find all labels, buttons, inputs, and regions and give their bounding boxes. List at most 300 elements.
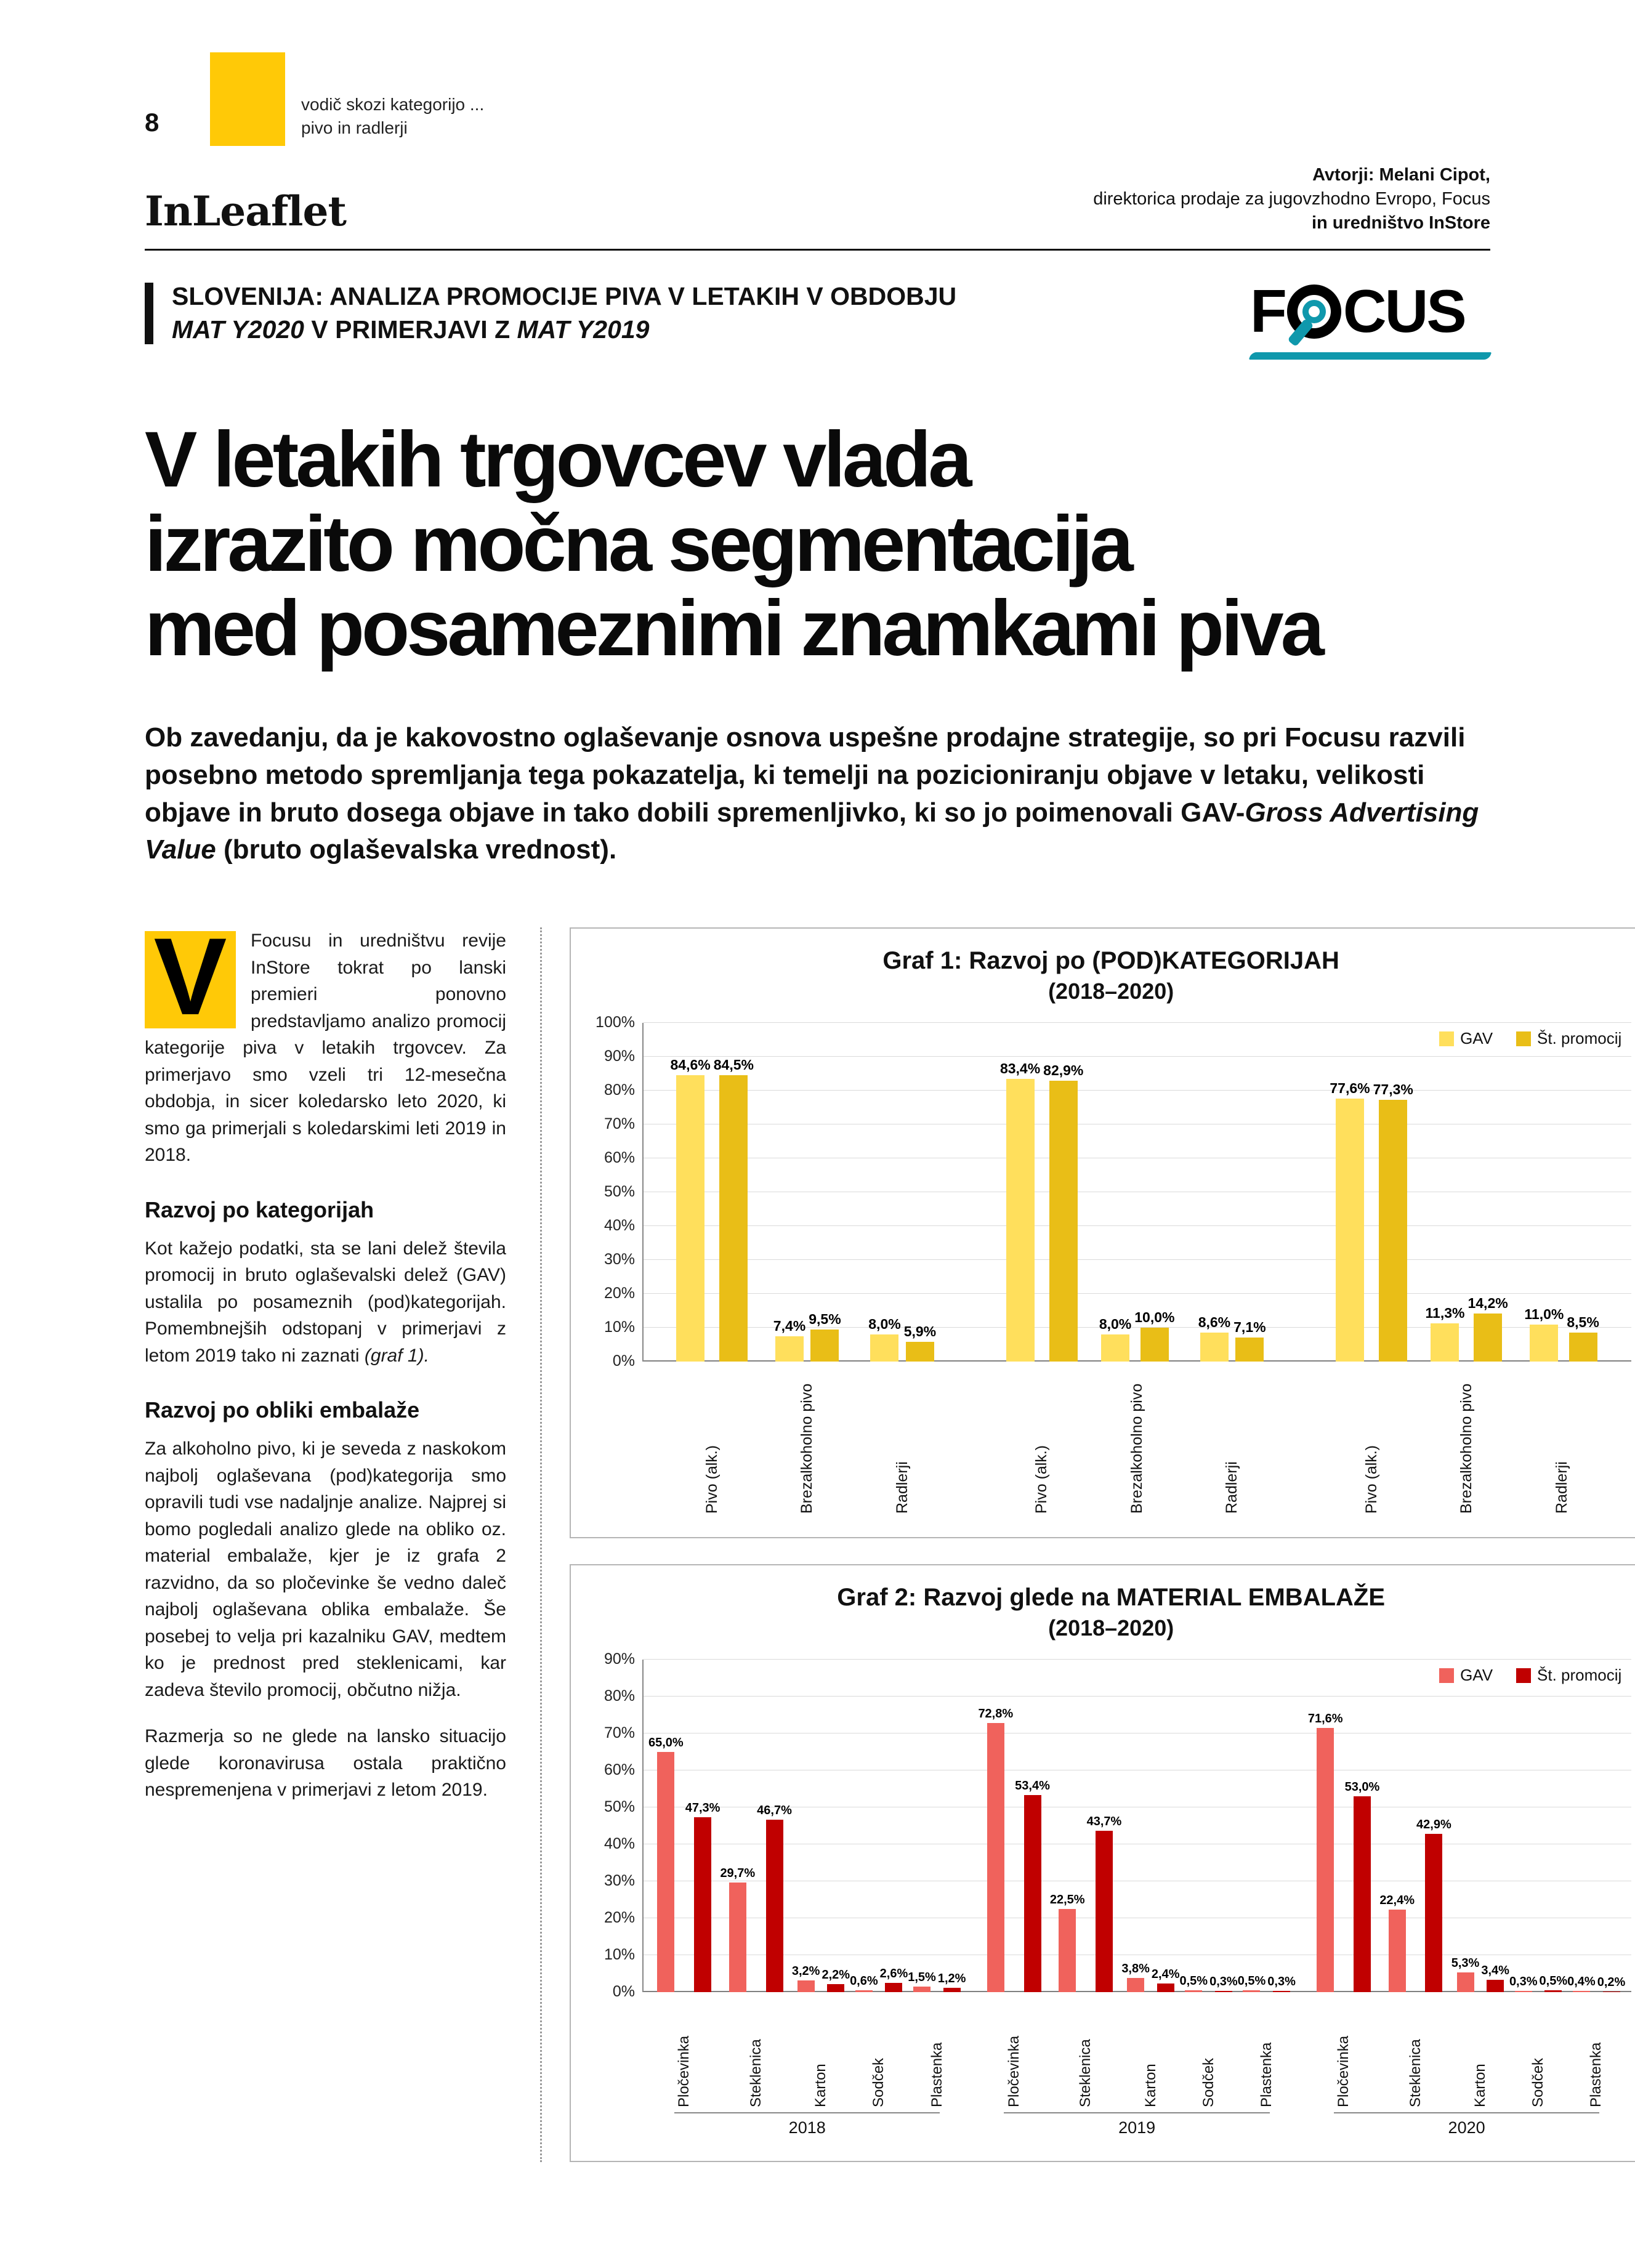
bar-column [1373, 1023, 1413, 1362]
bar-pair [1509, 1660, 1567, 1992]
bar-column [1416, 1660, 1451, 1992]
bar-column [1426, 1023, 1465, 1362]
bar [694, 1817, 711, 1992]
y-axis-label: 10% [604, 1318, 635, 1336]
bar [1157, 1983, 1174, 1992]
bar [1273, 1991, 1290, 1992]
x-axis-label: Steklenica [1407, 2039, 1424, 2108]
y-axis-label: 30% [604, 1872, 635, 1890]
y-axis-label: 30% [604, 1251, 635, 1269]
bar [870, 1334, 898, 1362]
category-column [850, 1660, 908, 2107]
bar-value-label: 5,3% [1451, 1956, 1480, 1971]
authors-block [1093, 163, 1490, 235]
bar-value-label: 2,2% [822, 1967, 850, 1982]
bar [719, 1075, 748, 1362]
bar-column [714, 1023, 754, 1362]
bar [1425, 1834, 1442, 1992]
article-paragraph-1: V Focusu in uredništvu revije InStore tokrat po lanski premieri ponovno predstavljamo analizo promocij kategorije piva v letakih trgovcev. Za primerjavo smo vzeli tri 12-mesečna obdobja, in sicer koledarsko leto 2020, ki smo ga primerjali s koledarskimi leti 2019 in 2018. [145, 915, 506, 1166]
bar-column [1330, 1023, 1370, 1362]
subhead-kategorije: Razvoj po kategorijah [145, 1197, 374, 1222]
bar-column [1099, 1023, 1131, 1362]
bar-column [1267, 1660, 1296, 1992]
chart-1-canvas [591, 1014, 1631, 1514]
bar-value-label: 0,4% [1567, 1974, 1596, 1988]
bar-column [1467, 1023, 1508, 1362]
bar-pair [994, 1023, 1089, 1362]
y-axis-label: 80% [604, 1081, 635, 1099]
x-axis-label: Sodček [1530, 2058, 1547, 2108]
bar-value-label: 2,6% [879, 1966, 908, 1980]
x-axis-label: Pločevinka [676, 2036, 693, 2108]
content-columns [145, 915, 1626, 2162]
bar-pair [850, 1660, 908, 1992]
bar-value-label: 53,4% [1015, 1778, 1050, 1793]
x-axis-label: Karton [812, 2064, 830, 2108]
section-title-line-1: SLOVENIJA: ANALIZA PROMOCIJE PIVA V LETAKIH V OBDOBJU [172, 282, 957, 311]
bar-pair [759, 1023, 854, 1362]
bar-pair [978, 1660, 1049, 1992]
y-axis-label: 90% [604, 1047, 635, 1065]
section-title-block [145, 280, 956, 346]
bar-groups [642, 1023, 1631, 1514]
bar [1185, 1990, 1202, 1992]
bar-column [1198, 1023, 1230, 1362]
bar-value-label: 3,8% [1121, 1962, 1150, 1976]
category-column [1509, 1660, 1567, 2107]
y-axis [591, 1014, 642, 1370]
year-group [1302, 1660, 1631, 2107]
x-axis-label: Radlerji [1223, 1461, 1241, 1514]
bar-column [868, 1023, 900, 1362]
bar-column [1000, 1023, 1040, 1362]
bar-column [1481, 1660, 1509, 1992]
bar-pair [648, 1660, 720, 1992]
category-kicker [301, 93, 484, 140]
legend-item [1439, 1666, 1493, 1685]
bar [1336, 1099, 1364, 1362]
chart-1-title: Graf 1: Razvoj po (POD)KATEGORIJAH [882, 947, 1339, 975]
bar-value-label: 0,6% [850, 1974, 878, 1988]
bar-column [1180, 1660, 1208, 1992]
x-axis-label: Radlerji [1552, 1461, 1570, 1514]
bar-value-label: 7,1% [1233, 1319, 1266, 1336]
bar-pair [1324, 1023, 1419, 1362]
bar [987, 1723, 1004, 1992]
bar-pair [1180, 1660, 1238, 1992]
bar-value-label: 22,5% [1049, 1893, 1085, 1907]
year-group [642, 1660, 972, 2107]
bar-column [1345, 1660, 1380, 1992]
bar-value-label: 7,4% [773, 1318, 806, 1334]
y-axis-label: 50% [604, 1183, 635, 1201]
bar-pair [720, 1660, 791, 1992]
bar-value-label: 77,3% [1373, 1081, 1413, 1098]
bar [827, 1984, 844, 1992]
focus-logo [1250, 276, 1490, 360]
article-paragraph-3: Za alkoholno pivo, ki je seveda z naskokom najbolj oglaševana (pod)kategorija smo opravili tudi vse nadaljnje analize. Najprej si bomo pogledali analizo glede na obliko oz. material embalaže, kjer je iz grafa 2 razvidno, da so pločevinke še vedno daleč najbolj oglaševana oblika embalaže. Še posebej to velja pri kazalniku GAV, medtem ko je prednost pred steklenicami, kar zadeva število promocij, občutno nižja. [145, 1439, 506, 1700]
bar-pair [1451, 1660, 1509, 1992]
plot-area [642, 1023, 1631, 1514]
masthead-row [145, 163, 1490, 235]
y-axis-label: 50% [604, 1798, 635, 1816]
bar-value-label: 43,7% [1086, 1814, 1122, 1828]
article-headline [145, 418, 1490, 671]
x-axis-label: Sodček [1200, 2058, 1217, 2108]
bar-pair [1050, 1660, 1121, 1992]
bar-value-label: 46,7% [757, 1803, 792, 1817]
bar [913, 1987, 931, 1992]
bar [943, 1988, 961, 1992]
bar-pair [1089, 1023, 1184, 1362]
bar-value-label: 5,9% [903, 1323, 937, 1339]
bar-column [904, 1023, 936, 1362]
bar [797, 1980, 815, 1992]
category-column [994, 1023, 1089, 1514]
bar-column [1087, 1660, 1122, 1992]
x-axis-label: Pivo (alk.) [1362, 1445, 1380, 1514]
bar [766, 1820, 783, 1992]
chart-2-subtitle: (2018–2020) [1048, 1615, 1174, 1641]
y-axis-label: 0% [612, 1352, 635, 1370]
bar [729, 1883, 746, 1992]
bar-value-label: 47,3% [685, 1801, 721, 1815]
bar [1006, 1079, 1035, 1362]
y-axis-label: 60% [604, 1761, 635, 1779]
header-rule [145, 249, 1490, 251]
plot-area [642, 1660, 1631, 2137]
bar [810, 1330, 839, 1362]
bar-column [1121, 1660, 1150, 1992]
bar-column [822, 1660, 850, 1992]
bar [1544, 1990, 1562, 1992]
y-axis-label: 70% [604, 1115, 635, 1133]
legend-label: Št. promocij [1537, 1029, 1622, 1048]
category-column [792, 1660, 850, 2107]
chart-graf-1 [570, 927, 1635, 1538]
bar-column [720, 1660, 755, 1992]
y-axis-label: 10% [604, 1946, 635, 1964]
category-column [1379, 1660, 1451, 2107]
bar-value-label: 29,7% [720, 1866, 756, 1880]
bar [885, 1983, 902, 1993]
x-axis-label: Plastenka [1588, 2042, 1605, 2108]
bar-column [1015, 1660, 1050, 1992]
bar [1515, 1991, 1532, 1992]
y-axis-label: 0% [612, 1983, 635, 2001]
category-column [1121, 1660, 1179, 2107]
category-column [720, 1660, 791, 2107]
legend-swatch [1516, 1668, 1531, 1683]
bar-pair [1184, 1023, 1279, 1362]
bar [1200, 1333, 1229, 1362]
focus-logo-magnifier-icon [1287, 285, 1341, 339]
y-axis [591, 1650, 642, 2001]
bar-column [671, 1023, 711, 1362]
year-label: 2019 [1004, 2112, 1269, 2137]
bar-column [978, 1660, 1013, 1992]
bar-column [648, 1660, 684, 1992]
category-column [978, 1660, 1049, 2107]
bar [1127, 1978, 1144, 1992]
category-column [1451, 1660, 1509, 2107]
legend-label: GAV [1460, 1666, 1493, 1685]
category-column [1419, 1023, 1514, 1514]
category-column [908, 1660, 966, 2107]
bar-pair [1419, 1023, 1514, 1362]
bar [1024, 1795, 1041, 1992]
focus-logo-letters-cus: CUS [1342, 277, 1465, 345]
y-axis-label: 20% [604, 1285, 635, 1302]
bar-value-label: 8,0% [868, 1316, 901, 1333]
page-number: 8 [145, 108, 159, 137]
bar-value-label: 3,2% [791, 1964, 820, 1978]
bar-value-label: 11,0% [1524, 1306, 1564, 1322]
bar [1487, 1980, 1504, 1992]
bar-column [1540, 1660, 1568, 1992]
bar-column [1567, 1023, 1599, 1362]
bar-column [1152, 1660, 1180, 1992]
bar [1569, 1333, 1597, 1362]
masthead: InLeaflet [145, 187, 346, 236]
bar-value-label: 2,4% [1151, 1967, 1180, 1981]
bar-column [938, 1660, 966, 1992]
bar [1317, 1728, 1334, 1993]
legend-swatch [1439, 1668, 1454, 1683]
y-axis-label: 20% [604, 1909, 635, 1927]
lead-paragraph: Ob zavedanju, da je kakovostno oglaševanje osnova uspešne prodajne strategije, so pri Focusu razvili posebno metodo spremljanja tega pokazatelja, ki temelji na pozicioniranju objave v letaku, velikosti objave in bruto dosega objave in tako dobili spremenljivko, ki so jo poimenovali GAV-Gross Advertising Value (bruto oglaševalska vrednost). [145, 722, 1479, 865]
bar-value-label: 71,6% [1307, 1711, 1343, 1725]
y-axis-label: 40% [604, 1217, 635, 1235]
bar-value-label: 0,5% [1237, 1974, 1266, 1988]
bar-column [1379, 1660, 1415, 1992]
charts-column [542, 927, 1635, 2162]
bar-value-label: 77,6% [1330, 1080, 1370, 1097]
legend-item [1516, 1666, 1621, 1685]
category-column [648, 1660, 720, 2107]
bar-column [1209, 1660, 1238, 1992]
x-axis-label: Steklenica [1077, 2039, 1094, 2108]
legend-label: GAV [1460, 1029, 1493, 1048]
bar [1140, 1328, 1169, 1362]
bar-column [1233, 1023, 1266, 1362]
legend-item [1516, 1029, 1621, 1048]
bar-pair [664, 1023, 759, 1362]
legend-item [1439, 1029, 1493, 1048]
category-column [664, 1023, 759, 1514]
bar-value-label: 8,5% [1567, 1314, 1599, 1331]
bar-pair [1567, 1660, 1625, 1992]
bar-pair [792, 1660, 850, 1992]
x-axis-label: Brezalkoholno pivo [1458, 1383, 1476, 1514]
bar-column [880, 1660, 908, 1992]
bar-value-label: 82,9% [1043, 1062, 1084, 1079]
category-column [1308, 1660, 1379, 2107]
authors-line-3: in uredništvo InStore [1311, 213, 1490, 233]
year-axis [642, 2112, 1631, 2137]
bar-value-label: 72,8% [978, 1707, 1014, 1721]
legend-swatch [1516, 1031, 1531, 1046]
legend-swatch [1439, 1031, 1454, 1046]
x-axis-label: Radlerji [893, 1461, 911, 1514]
bar-column [1308, 1660, 1343, 1992]
year-group [972, 1660, 1301, 2107]
bar [1235, 1338, 1264, 1362]
bar-column [809, 1023, 841, 1362]
bar-column [757, 1660, 792, 1992]
x-axis-label: Sodček [870, 2058, 887, 2108]
bar [1049, 1081, 1078, 1362]
kicker-line-2: pivo in radlerji [301, 118, 408, 138]
bar-pair [908, 1660, 966, 1992]
bar-value-label: 8,6% [1198, 1314, 1231, 1330]
bar [676, 1075, 704, 1362]
bar-value-label: 3,4% [1481, 1963, 1509, 1977]
bar [1215, 1991, 1232, 1992]
y-axis-label: 100% [595, 1014, 635, 1031]
bar-column [1043, 1023, 1083, 1362]
bar [1096, 1831, 1113, 1992]
x-axis-label: Brezalkoholno pivo [798, 1383, 816, 1514]
bar-column [685, 1660, 721, 1992]
bar [657, 1752, 674, 1992]
headline-line-1: V letakih trgovcev vlada [145, 416, 969, 504]
x-axis-label: Pločevinka [1005, 2036, 1022, 2108]
category-column [1180, 1660, 1238, 2107]
bar [855, 1990, 873, 1993]
page-header-row [145, 52, 1490, 146]
category-column [1324, 1023, 1419, 1514]
y-axis-label: 80% [604, 1687, 635, 1705]
category-column [759, 1023, 854, 1514]
bar-column [1567, 1660, 1596, 1992]
bar-column [1134, 1023, 1174, 1362]
chart-area [591, 1650, 1631, 2137]
x-axis-label: Pločevinka [1335, 2036, 1352, 2108]
section-title-line-2: MAT Y2020 V PRIMERJAVI Z MAT Y2019 [172, 315, 650, 344]
bar-pair [1238, 1660, 1296, 1992]
year-group [1302, 1023, 1631, 1514]
bar-value-label: 65,0% [648, 1736, 684, 1750]
bar-value-label: 42,9% [1416, 1817, 1451, 1831]
x-axis-label: Karton [1142, 2064, 1159, 2108]
bar-pair [1121, 1660, 1179, 1992]
bar-value-label: 84,6% [670, 1056, 711, 1073]
bar-value-label: 83,4% [999, 1060, 1041, 1077]
x-axis-label: Brezalkoholno pivo [1128, 1383, 1145, 1514]
chart-2-canvas [591, 1650, 1631, 2137]
headline-line-3: med posameznimi znamkami piva [145, 584, 1322, 673]
subhead-embalaza: Razvoj po obliki embalaže [145, 1397, 420, 1423]
bar [1457, 1972, 1474, 1992]
bar [1101, 1334, 1129, 1362]
bar-column [908, 1660, 936, 1992]
section-head [145, 277, 1490, 360]
bar [1243, 1990, 1260, 1992]
section-title [172, 280, 956, 346]
x-axis-label: Pivo (alk.) [703, 1445, 721, 1514]
bar-value-label: 9,5% [809, 1310, 841, 1327]
x-axis-label: Karton [1472, 2064, 1489, 2108]
bar-value-label: 0,3% [1209, 1975, 1238, 1989]
focus-logo-word [1250, 276, 1490, 346]
bar-value-label: 14,2% [1467, 1295, 1508, 1312]
bar [1573, 1991, 1590, 1992]
dropcap: V [145, 931, 236, 1028]
category-column [1238, 1660, 1296, 2107]
chart-legend [1439, 1666, 1621, 1685]
bar-value-label: 22,4% [1379, 1893, 1415, 1907]
authors-line-2: direktorica prodaje za jugovzhodno Evropo, Focus [1093, 189, 1490, 209]
bar [1059, 1909, 1076, 1992]
bar-value-label: 10,0% [1134, 1309, 1175, 1326]
bar-groups [642, 1660, 1631, 2107]
bar [1530, 1325, 1558, 1362]
bar-value-label: 53,0% [1344, 1780, 1380, 1794]
bar-value-label: 11,3% [1425, 1305, 1465, 1322]
bar [1389, 1910, 1406, 1992]
category-column [1050, 1660, 1121, 2107]
x-axis-label: Steklenica [747, 2039, 764, 2108]
kicker-line-1: vodič skozi kategorijo ... [301, 95, 485, 115]
bar-column [1050, 1660, 1085, 1992]
x-axis-label: Plastenka [1258, 2042, 1275, 2108]
section-tick-bar [145, 283, 153, 344]
y-axis-label: 90% [604, 1650, 635, 1668]
chart-legend [1439, 1029, 1621, 1048]
chart-area [591, 1014, 1631, 1514]
bar-column [1238, 1660, 1266, 1992]
brand-square-icon [210, 52, 285, 146]
authors-line-1: Avtorji: Melani Cipot, [1312, 165, 1490, 185]
bar-value-label: 0,2% [1597, 1975, 1626, 1989]
category-column [855, 1023, 950, 1514]
bar-column [1509, 1660, 1538, 1992]
year-label: 2020 [1334, 2112, 1599, 2137]
bar-pair [1308, 1660, 1379, 1992]
chart-2-title: Graf 2: Razvoj glede na MATERIAL EMBALAŽE [837, 1584, 1386, 1612]
focus-logo-underline [1249, 352, 1492, 360]
bar-column [792, 1660, 820, 1992]
category-column [1567, 1660, 1625, 2107]
bar-value-label: 1,2% [937, 1971, 966, 1985]
bar [1379, 1100, 1407, 1362]
category-column [1089, 1023, 1184, 1514]
bar-value-label: 0,3% [1509, 1975, 1538, 1989]
bar-pair [1514, 1023, 1609, 1362]
chart-1-subtitle: (2018–2020) [1048, 979, 1174, 1004]
bar-column [773, 1023, 805, 1362]
focus-logo-letter-f: F [1250, 277, 1285, 345]
bar-value-label: 0,3% [1267, 1975, 1296, 1989]
bar-pair [1379, 1660, 1451, 1992]
bar [1474, 1314, 1502, 1362]
bar-value-label: 0,5% [1539, 1974, 1568, 1988]
article-paragraph-2: Kot kažejo podatki, sta se lani delež števila promocij in bruto oglaševalski delež (GAV) ustalila po posameznih (pod)kategorijah. Pomembnejših odstopanj v primerjavi z letom 2019 tako ni zaznati (graf 1). [145, 1238, 506, 1366]
bar [1431, 1323, 1459, 1362]
year-group [972, 1023, 1301, 1514]
y-axis-label: 40% [604, 1835, 635, 1853]
article-paragraph-4: Razmerja so ne glede na lansko situacijo glede koronavirusa ostala praktično nespremenjena v primerjavi z letom 2019. [145, 1726, 506, 1801]
bar-value-label: 1,5% [908, 1971, 936, 1985]
bar-column [1597, 1660, 1626, 1992]
bar-value-label: 8,0% [1099, 1316, 1132, 1333]
chart-graf-2 [570, 1564, 1635, 2162]
bar [906, 1342, 934, 1362]
category-column [1184, 1023, 1279, 1514]
x-axis-label: Plastenka [928, 2042, 945, 2108]
y-axis-label: 60% [604, 1149, 635, 1167]
